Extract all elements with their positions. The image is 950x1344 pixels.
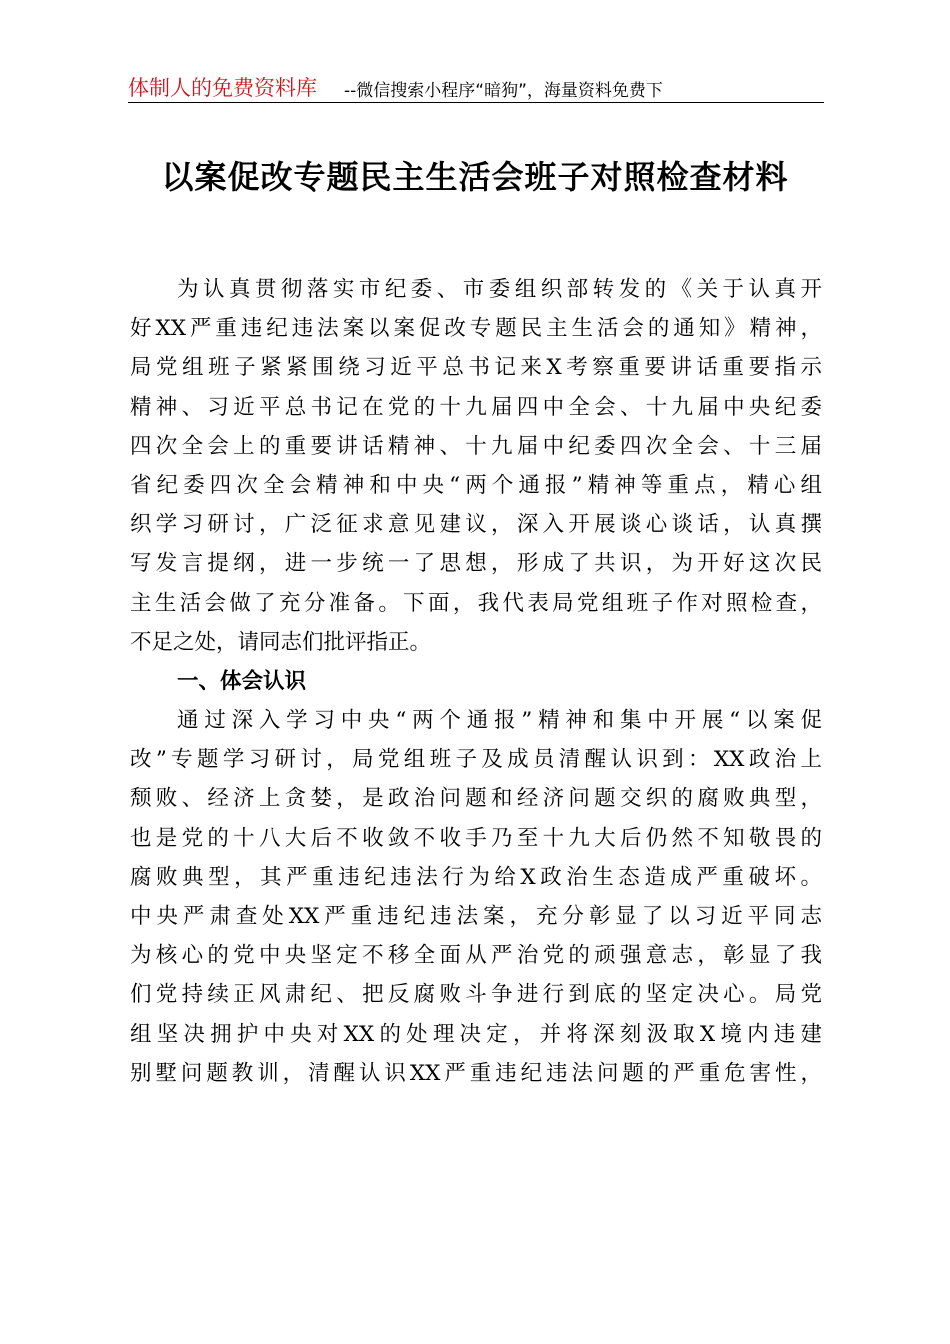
- text-line: 通过深入学习中央“两个通报”精神和集中开展“以案促: [177, 708, 822, 734]
- text-line: 好XX严重违纪违法案以案促改专题民主生活会的通知》精神，: [130, 316, 822, 342]
- text-line: 腐败典型，其严重违纪违法行为给X政治生态造成严重破坏。: [130, 864, 822, 890]
- text-line: 中央严肃查处XX严重违纪违法案，充分彰显了以习近平同志: [130, 904, 822, 929]
- page-header: [128, 70, 824, 103]
- text-line: 组坚决拥护中央对XX的处理决定，并将深刻汲取X境内违建: [130, 1021, 822, 1047]
- text-line: 也是党的十八大后不收敛不收手乃至十九大后仍然不知敬畏的: [130, 825, 822, 851]
- header-brand: 体制人的免费资料库: [128, 76, 317, 100]
- paragraph-understanding: [130, 701, 822, 1093]
- text-line: 四次全会上的重要讲话精神、十九届中纪委四次全会、十三届: [130, 433, 822, 459]
- text-line: 改”专题学习研讨，局党组班子及成员清醒认识到：XX政治上: [130, 747, 822, 773]
- text-line: 别墅问题教训，清醒认识XX严重违纪违法问题的严重危害性，: [130, 1060, 822, 1086]
- text-line: 主生活会做了充分准备。下面，我代表局党组班子作对照检查，: [130, 590, 822, 616]
- document-title: 以案促改专题民主生活会班子对照检查材料: [161, 158, 789, 196]
- text-line: 织学习研讨，广泛征求意见建议，深入开展谈心谈话，认真撰: [130, 512, 822, 538]
- text-line: 写发言提纲，进一步统一了思想，形成了共识，为开好这次民: [130, 551, 822, 577]
- document-body: [130, 270, 822, 1093]
- text-line: 局党组班子紧紧围绕习近平总书记来X考察重要讲话重要指示: [130, 355, 822, 381]
- text-line: 为核心的党中央坚定不移全面从严治党的顽强意志，彰显了我: [130, 943, 822, 969]
- text-line: 省纪委四次全会精神和中央“两个通报”精神等重点，精心组: [130, 472, 822, 498]
- text-line: 们党持续正风肃纪、把反腐败斗争进行到底的坚定决心。局党: [130, 982, 822, 1008]
- paragraph-intro: [130, 270, 822, 662]
- text-line: 颓败、经济上贪婪，是政治问题和经济问题交织的腐败典型，: [130, 786, 822, 812]
- section-heading: 一、体会认识: [177, 668, 307, 694]
- text-line: 不足之处，请同志们批评指正。: [130, 629, 432, 655]
- text-line: 为认真贯彻落实市纪委、市委组织部转发的《关于认真开: [177, 277, 822, 302]
- header-tagline: --微信搜索小程序“暗狗”，海量资料免费下: [344, 81, 663, 101]
- text-line: 精神、习近平总书记在党的十九届四中全会、十九届中央纪委: [130, 394, 822, 420]
